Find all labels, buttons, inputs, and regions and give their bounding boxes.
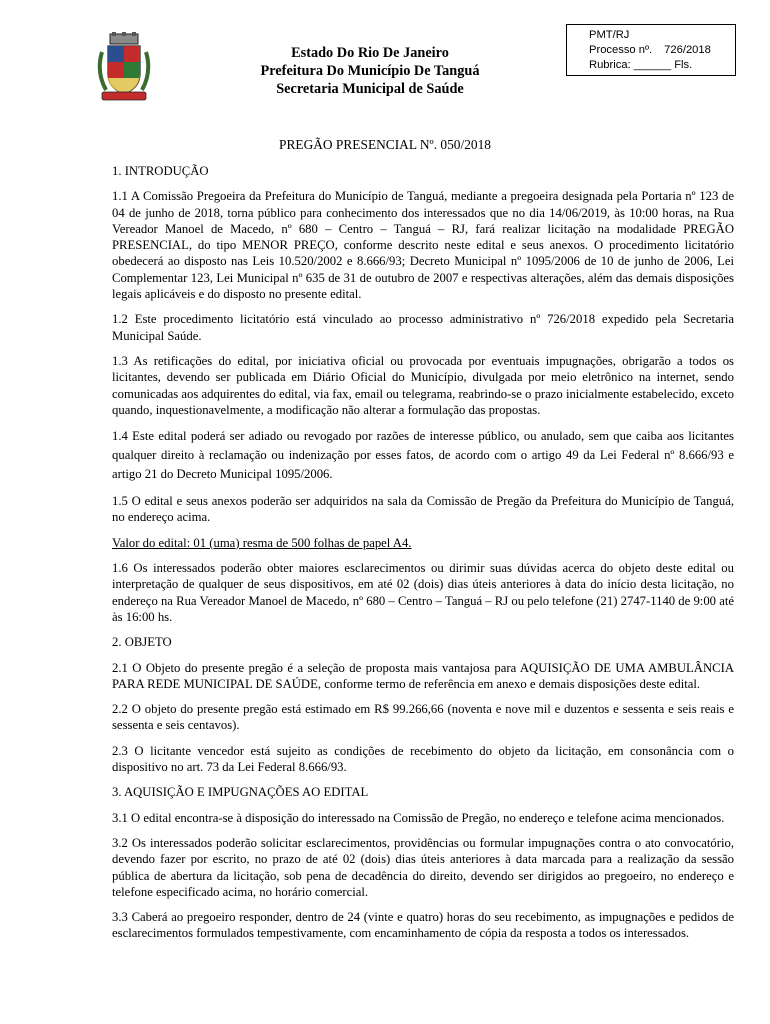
stamp-process	[589, 43, 735, 58]
paragraph-1-4: 1.4 Este edital poderá ser adiado ou revogado por razões de interesse público, ou anulado, sem que caiba aos licitantes qualquer direito à reclamação ou indenização por esses fatos, de acordo com o artigo 49 da Lei Federal nº 8.666/93 e artigo 21 do Decreto Municipal 1095/2006.	[112, 429, 734, 482]
paragraph-3-1: 3.1 O edital encontra-se à disposição do interessado na Comissão de Pregão, no endereço e telefone acima mencionados.	[112, 810, 725, 825]
document-body	[112, 163, 734, 951]
motto-ribbon	[102, 92, 146, 100]
municipal-coat-of-arms	[96, 32, 152, 102]
left-branch-icon	[100, 52, 106, 90]
document-header	[200, 44, 540, 98]
paragraph-2-3: 2.3 O licitante vencedor está sujeito as condições de recebimento do objeto da licitação, em consonância com o dispositivo no art. 73 da Lei Federal 8.666/93.	[112, 743, 734, 775]
document-title: PREGÃO PRESENCIAL Nº. 050/2018	[279, 137, 491, 152]
section-heading-introducao: 1. INTRODUÇÃO	[112, 164, 209, 178]
right-branch-icon	[142, 52, 148, 90]
protocol-stamp-box	[566, 24, 736, 76]
state-name: Estado Do Rio De Janeiro	[291, 45, 449, 61]
paragraph-1-5: 1.5 O edital e seus anexos poderão ser adquiridos na sala da Comissão de Pregão da Prefeitura do Município de Tanguá, no endereço acima.	[112, 494, 734, 525]
paragraph-3-3: 3.3 Caberá ao pregoeiro responder, dentro de 24 (vinte e quatro) horas do seu recebimento, as impugnações e pedidos de esclarecimentos formulados tempestivamente, com encaminhamento de cópia da resposta a todos os interessados.	[112, 910, 734, 941]
crown-icon	[110, 32, 138, 44]
paragraph-1-6: 1.6 Os interessados poderão obter maiores esclarecimentos ou dirimir suas dúvidas acerca do objeto deste edital ou interpretação de qualquer de seus dispositivos, em até 02 (dois) dias úteis anteriores à data do início desta licitação, no endereço na Rua Vereador Manoel de Macedo, nº 680 – Centro – Tanguá – RJ ou pelo telefone (21) 2747-1140 de 9:00 até às 16:00 hs.	[112, 561, 734, 624]
shield-icon	[108, 46, 140, 94]
stamp-rubrica: Rubrica: ______ Fls.	[589, 59, 693, 71]
paragraph-1-3: 1.3 As retificações do edital, por iniciativa oficial ou provocada por eventuais impugnações, obrigarão a todos os licitantes, devendo ser publicada em Diário Oficial do Município, divulgada por meio eletrônico na internet, sendo comunicadas aos adquirentes do edital, via fax, email ou telegrama, reabrindo-se o prazo inicialmente estabelecido, exceto quando, inquestionavelmente, a modificação não alterar a formulação das propostas.	[112, 353, 734, 417]
stamp-entity: PMT/RJ	[589, 29, 630, 41]
paragraph-2-2: 2.2 O objeto do presente pregão está estimado em R$ 99.266,66 (noventa e nove mil e duzentos e sessenta e seis reais e sessenta e seis centavos).	[112, 702, 734, 733]
section-heading-aquisicao: 3. AQUISIÇÃO E IMPUGNAÇÕES AO EDITAL	[112, 785, 369, 800]
department-name: Secretaria Municipal de Saúde	[276, 81, 464, 97]
paragraph-2-1: 2.1 O Objeto do presente pregão é a seleção de proposta mais vantajosa para AQUISIÇÃO DE UMA AMBULÂNCIA PARA REDE MUNICIPAL DE SAÚDE, conforme termo de referência em anexo e demais disposições deste edital.	[112, 660, 734, 691]
paragraph-1-2: 1.2 Este procedimento licitatório está vinculado ao processo administrativo nº 726/2018 expedido pela Secretaria Municipal Saúde.	[112, 312, 734, 343]
municipality-name: Prefeitura Do Município De Tanguá	[260, 63, 480, 79]
paragraph-3-2: 3.2 Os interessados poderão solicitar esclarecimentos, providências ou formular impugnações contra o ato convocatório, devendo fazer por escrito, no prazo de até 02 (dois) dias úteis anteriores à data marcada para a realização da sessão pública de abertura da licitação, sob pena de decadência do direito, devendo ser dirigidos ao pregoeiro, no endereço e telefone especificado acima, no horário comercial.	[112, 835, 734, 899]
stamp-process-number: 726/2018	[664, 44, 711, 56]
stamp-process-label: Processo nº.	[589, 44, 653, 56]
paragraph-1-1: 1.1 A Comissão Pregoeira da Prefeitura do Município de Tanguá, mediante a pregoeira designada pela Portaria nº 123 de 04 de junho de 2018, torna público para conhecimento dos interessados que no dia 14/06/2019, às 10:00 horas, na Rua Vereador Manoel de Macedo, nº 680 – Centro – Tanguá – RJ, fará realizar licitação na modalidade PREGÃO PRESENCIAL, do tipo MENOR PREÇO, conforme descrito neste edital e seus anexos. O procedimento licitatório obedecerá ao disposto nas Leis 10.520/2002 e 8.666/93; Decreto Municipal nº 1095/2006 de 10 de junho de 2006, Lei Complementar 123, Lei Municipal nº 635 de 31 de outubro de 2007 e respectivas alterações, além das demais disposições legais aplicáveis e do disposto no presente edital.	[112, 189, 734, 302]
edital-value-line: Valor do edital: 01 (uma) resma de 500 folhas de papel A4.	[112, 535, 412, 550]
section-heading-objeto: 2. OBJETO	[112, 635, 172, 650]
